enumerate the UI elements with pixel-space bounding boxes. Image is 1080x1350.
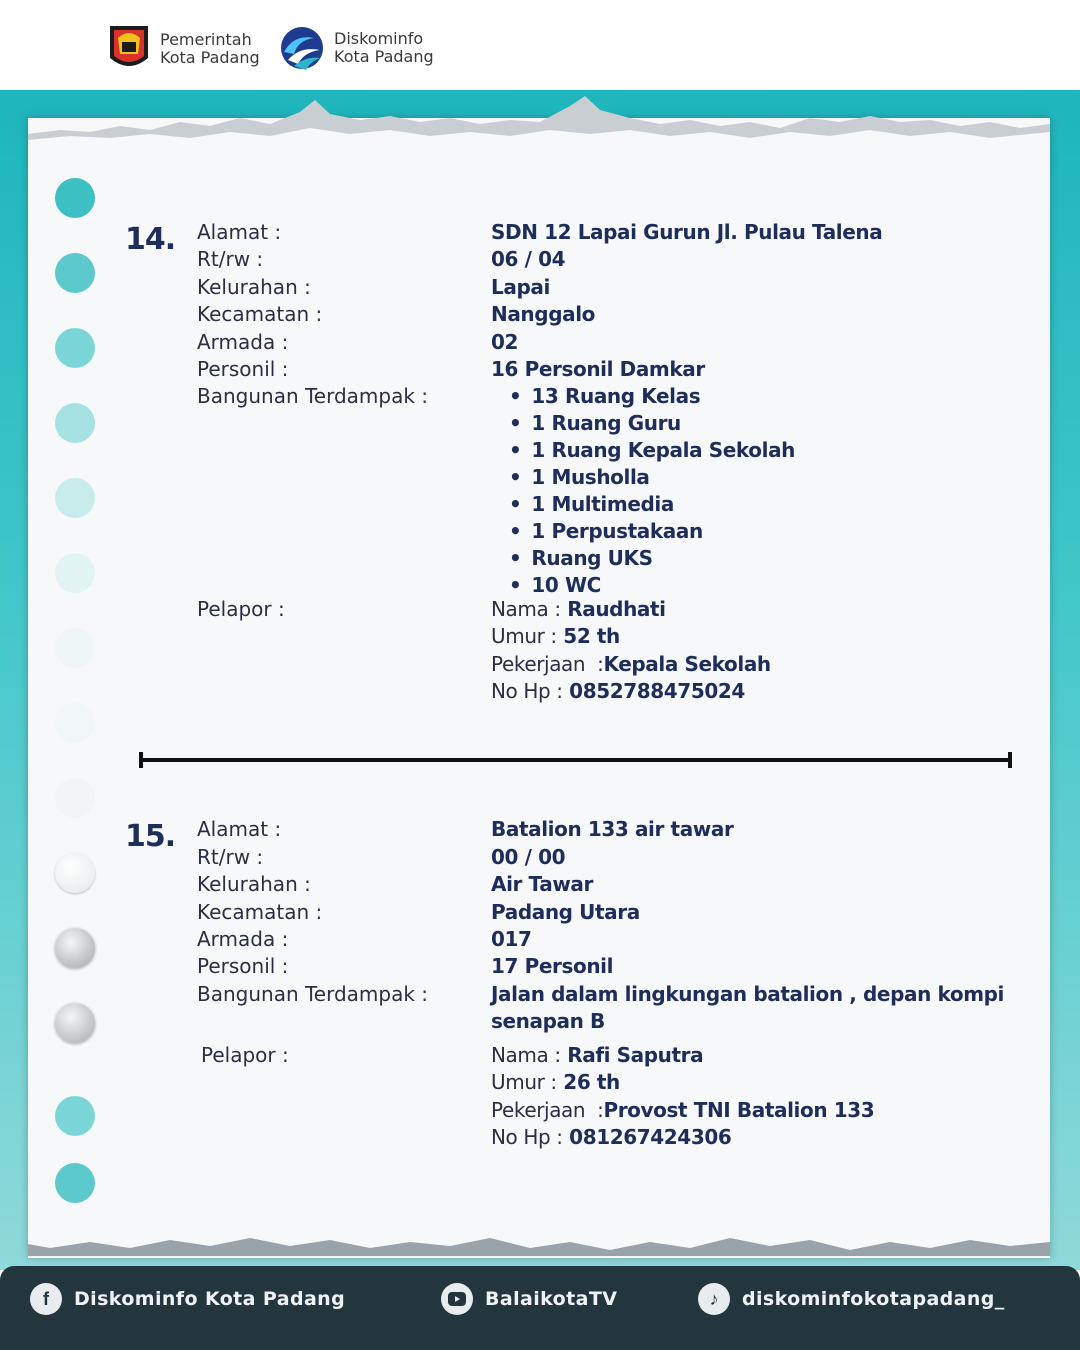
binder-hole — [55, 703, 95, 743]
label-armada: Armada : — [197, 927, 289, 951]
kominfo-swirl-icon — [280, 24, 324, 72]
label-bangunan: Bangunan Terdampak : — [197, 982, 429, 1006]
binder-hole — [55, 253, 95, 293]
label-pekerjaan: Pekerjaan : — [491, 1098, 604, 1122]
bangunan-item: • 13 Ruang Kelas — [509, 384, 700, 408]
label-nama: Nama : — [491, 1043, 561, 1067]
label-bangunan: Bangunan Terdampak : — [197, 384, 429, 408]
torn-edge-top — [0, 92, 1080, 162]
logo2-line2: Kota Padang — [334, 47, 434, 66]
entry-number: 15. — [125, 819, 176, 854]
value-nama: Raudhati — [567, 597, 666, 621]
binder-hole — [55, 478, 95, 518]
logo1-line2: Kota Padang — [160, 48, 260, 67]
value-nama: Rafi Saputra — [567, 1043, 704, 1067]
value-pekerjaan: Kepala Sekolah — [603, 652, 771, 676]
value-personil: 16 Personil Damkar — [491, 357, 705, 381]
label-umur: Umur : — [491, 624, 557, 648]
binder-hole — [55, 928, 95, 968]
pelapor-umur — [491, 624, 620, 648]
label-personil: Personil : — [197, 357, 289, 381]
label-kelurahan: Kelurahan : — [197, 275, 311, 299]
facebook-link[interactable] — [30, 1282, 345, 1316]
label-alamat: Alamat : — [197, 220, 282, 244]
label-kecamatan: Kecamatan : — [197, 900, 323, 924]
label-personil: Personil : — [197, 954, 289, 978]
label-nama: Nama : — [491, 597, 561, 621]
label-rtrw: Rt/rw : — [197, 845, 264, 869]
section-divider — [139, 758, 1012, 762]
value-rtrw: 06 / 04 — [491, 247, 566, 271]
label-pelapor: Pelapor : — [197, 597, 285, 621]
tiktok-handle: diskominfokotapadang_ — [742, 1288, 1005, 1310]
value-nohp: 0852788475024 — [569, 679, 745, 703]
facebook-icon: f — [30, 1283, 62, 1315]
value-armada: 02 — [491, 330, 519, 354]
value-kelurahan: Air Tawar — [491, 872, 593, 896]
label-nohp: No Hp : — [491, 679, 563, 703]
bangunan-item: • Ruang UKS — [509, 546, 653, 570]
bangunan-item: • 10 WC — [509, 573, 601, 597]
value-umur: 26 th — [563, 1070, 620, 1094]
bangunan-item: • 1 Multimedia — [509, 492, 674, 516]
value-umur: 52 th — [563, 624, 620, 648]
bangunan-item: • 1 Ruang Kepala Sekolah — [509, 438, 795, 462]
value-kelurahan: Lapai — [491, 275, 550, 299]
binder-hole — [55, 778, 95, 818]
label-umur: Umur : — [491, 1070, 557, 1094]
pelapor-pekerjaan — [491, 1098, 874, 1122]
value-armada: 017 — [491, 927, 532, 951]
binder-hole — [55, 1163, 95, 1203]
value-alamat: SDN 12 Lapai Gurun Jl. Pulau Talena — [491, 220, 883, 244]
logo2-line1: Diskominfo — [334, 29, 424, 48]
binder-hole — [55, 553, 95, 593]
label-alamat: Alamat : — [197, 817, 282, 841]
tiktok-icon: ♪ — [698, 1283, 730, 1315]
youtube-link[interactable] — [441, 1282, 617, 1316]
value-bangunan-line1: Jalan dalam lingkungan batalion , depan kompi — [491, 982, 1005, 1006]
label-armada: Armada : — [197, 330, 289, 354]
pelapor-pekerjaan — [491, 652, 771, 676]
binder-hole — [55, 1003, 95, 1043]
label-nohp: No Hp : — [491, 1125, 563, 1149]
value-rtrw: 00 / 00 — [491, 845, 566, 869]
pelapor-nohp — [491, 679, 745, 703]
binder-hole — [55, 628, 95, 668]
pemko-logo — [108, 24, 260, 74]
label-pelapor: Pelapor : — [201, 1043, 289, 1067]
value-personil: 17 Personil — [491, 954, 614, 978]
value-nohp: 081267424306 — [569, 1125, 732, 1149]
pelapor-nama — [491, 597, 666, 621]
value-bangunan-line2: senapan B — [491, 1009, 605, 1033]
facebook-handle: Diskominfo Kota Padang — [74, 1288, 346, 1310]
bangunan-item: • 1 Perpustakaan — [509, 519, 703, 543]
pelapor-nama — [491, 1043, 703, 1067]
youtube-icon — [441, 1283, 473, 1315]
binder-hole — [55, 328, 95, 368]
tiktok-link[interactable] — [698, 1282, 1005, 1316]
bangunan-item: • 1 Ruang Guru — [509, 411, 681, 435]
label-pekerjaan: Pekerjaan : — [491, 652, 604, 676]
value-kecamatan: Padang Utara — [491, 900, 640, 924]
pelapor-umur — [491, 1070, 620, 1094]
label-kelurahan: Kelurahan : — [197, 872, 311, 896]
logo1-line1: Pemerintah — [160, 30, 252, 49]
binder-hole — [55, 1096, 95, 1136]
pelapor-nohp — [491, 1125, 731, 1149]
youtube-handle: BalaikotaTV — [485, 1288, 618, 1310]
binder-hole — [55, 178, 95, 218]
label-rtrw: Rt/rw : — [197, 247, 264, 271]
binder-hole — [55, 853, 95, 893]
bangunan-item: • 1 Musholla — [509, 465, 650, 489]
padang-crest-icon — [108, 24, 150, 74]
label-kecamatan: Kecamatan : — [197, 302, 323, 326]
torn-edge-bottom — [0, 1212, 1080, 1272]
value-pekerjaan: Provost TNI Batalion 133 — [603, 1098, 875, 1122]
binder-hole — [55, 403, 95, 443]
entry-number: 14. — [125, 222, 176, 257]
value-kecamatan: Nanggalo — [491, 302, 595, 326]
value-alamat: Batalion 133 air tawar — [491, 817, 734, 841]
diskominfo-logo — [280, 24, 434, 72]
